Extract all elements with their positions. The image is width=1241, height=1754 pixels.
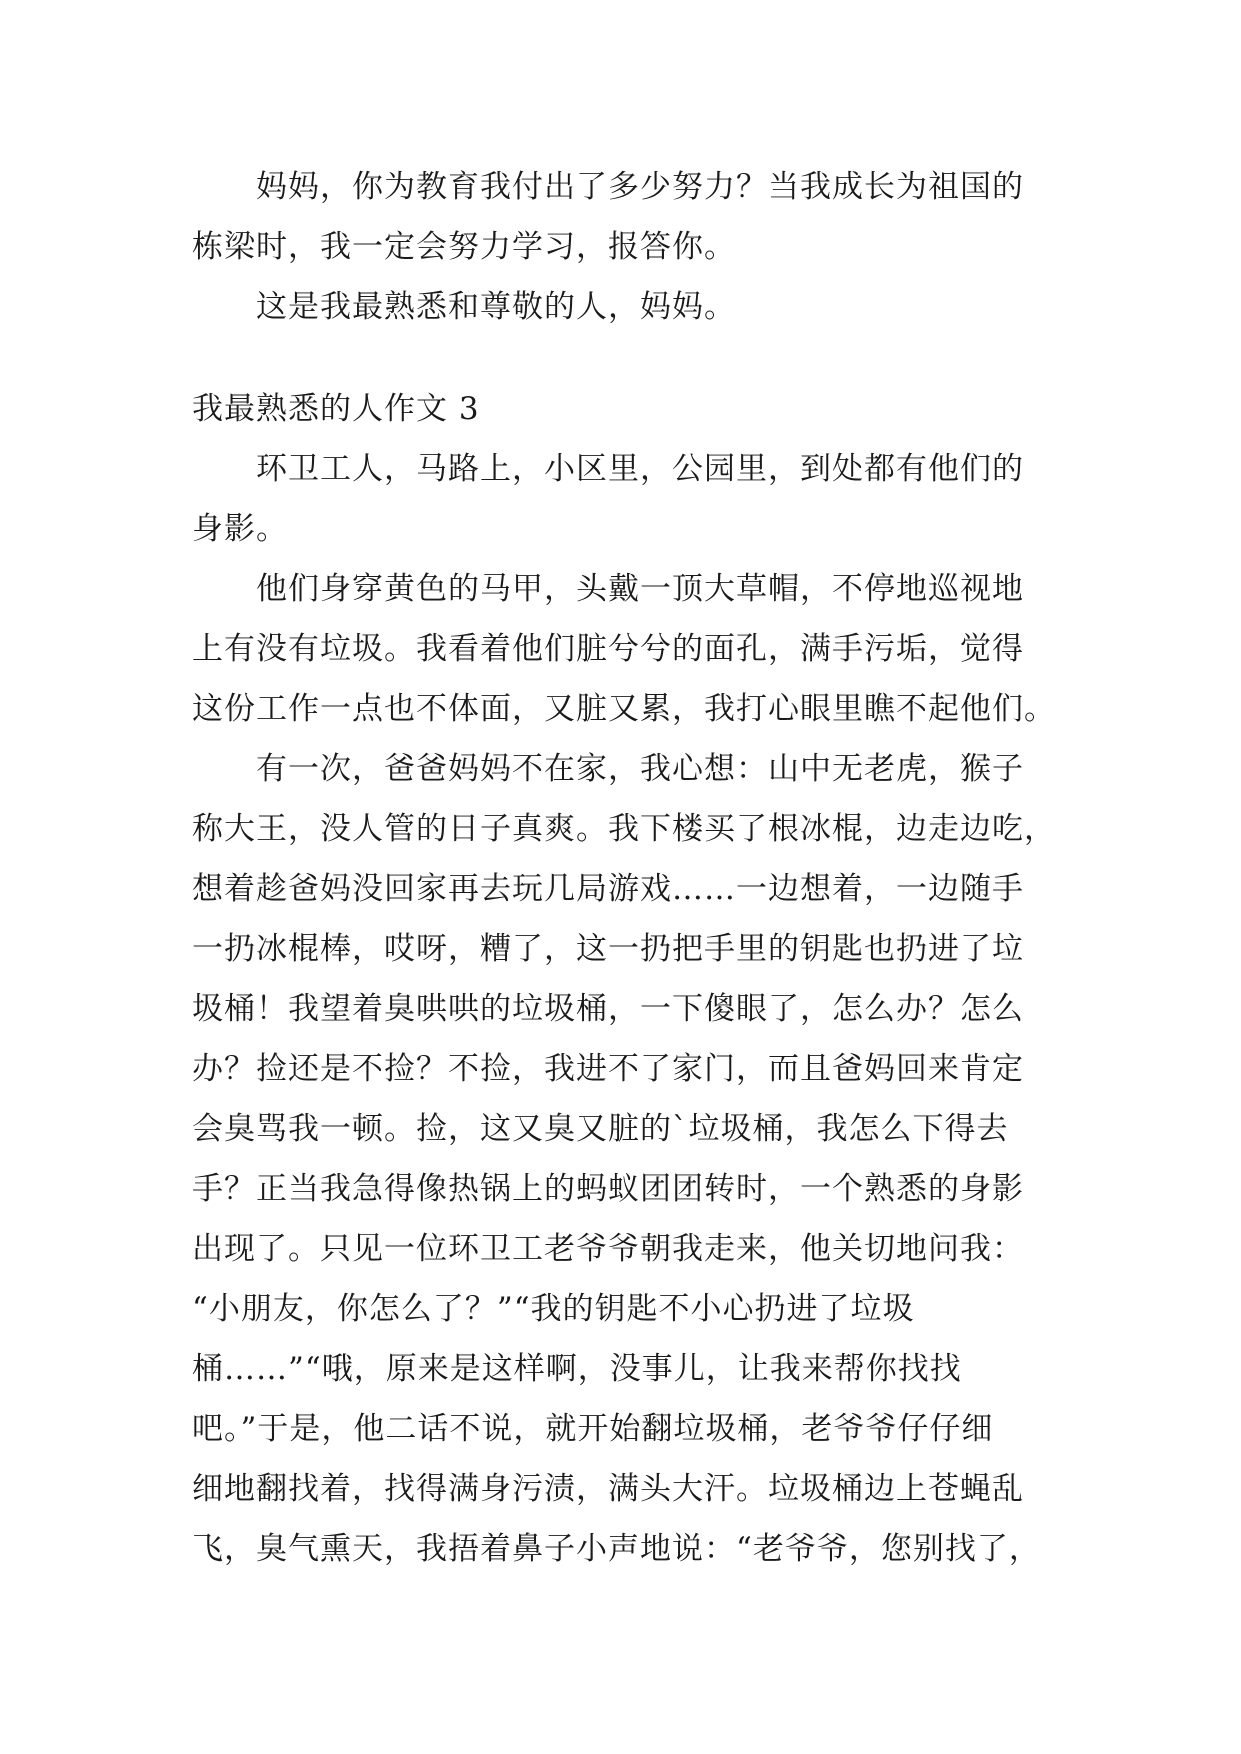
document-body — [192, 157, 1060, 1579]
paragraph-1 — [192, 157, 1060, 277]
paragraph-3 — [192, 439, 1060, 559]
paragraph-line: 他们身穿黄色的马甲，头戴一顶大草帽，不停地巡视地 — [256, 571, 1024, 607]
section-gap — [192, 337, 1060, 379]
paragraph-line: 称大王，没人管的日子真爽。我下楼买了根冰棍，边走边吃， — [192, 811, 1056, 847]
paragraph-line: 会臭骂我一顿。捡，这又臭又脏的`垃圾桶，我怎么下得去 — [192, 1111, 1009, 1147]
paragraph-line: 妈妈，你为教育我付出了多少努力？当我成长为祖国的 — [256, 169, 1024, 205]
paragraph-line: 想着趁爸妈没回家再去玩几局游戏……一边想着，一边随手 — [192, 871, 1024, 907]
paragraph-line: 这份工作一点也不体面，又脏又累，我打心眼里瞧不起他们。 — [192, 691, 1056, 727]
paragraph-line: 环卫工人，马路上，小区里，公园里，到处都有他们的 — [256, 451, 1024, 487]
section-heading: 我最熟悉的人作文 3 — [192, 391, 480, 427]
paragraph-2 — [192, 277, 1060, 337]
paragraph-line: 细地翻找着，找得满身污渍，满头大汗。垃圾桶边上苍蝇乱 — [192, 1471, 1024, 1507]
paragraph-line: 一扔冰棍棒，哎呀，糟了，这一扔把手里的钥匙也扔进了垃 — [192, 931, 1024, 967]
paragraph-line: 身影。 — [192, 511, 288, 547]
paragraph-line: 上有没有垃圾。我看着他们脏兮兮的面孔，满手污垢，觉得 — [192, 631, 1024, 667]
paragraph-line: 圾桶！我望着臭哄哄的垃圾桶，一下傻眼了，怎么办？怎么 — [192, 991, 1024, 1027]
paragraph-line: 吧。”于是，他二话不说，就开始翻垃圾桶，老爷爷仔仔细 — [192, 1411, 994, 1447]
paragraph-line: 栋梁时，我一定会努力学习，报答你。 — [192, 229, 736, 265]
paragraph-line: 手？正当我急得像热锅上的蚂蚁团团转时，一个熟悉的身影 — [192, 1171, 1024, 1207]
paragraph-line: 飞，臭气熏天，我捂着鼻子小声地说：“老爷爷，您别找了， — [192, 1531, 1041, 1567]
paragraph-line: 办？捡还是不捡？不捡，我进不了家门，而且爸妈回来肯定 — [192, 1051, 1024, 1087]
paragraph-line: 这是我最熟悉和尊敬的人，妈妈。 — [256, 289, 736, 325]
paragraph-line: 有一次，爸爸妈妈不在家，我心想：山中无老虎，猴子 — [256, 751, 1024, 787]
paragraph-4 — [192, 559, 1060, 739]
paragraph-line: “小朋友，你怎么了？”“我的钥匙不小心扔进了垃圾 — [192, 1291, 915, 1327]
paragraph-line: 出现了。只见一位环卫工老爷爷朝我走来，他关切地问我： — [192, 1231, 1024, 1267]
paragraph-5 — [192, 739, 1060, 1579]
paragraph-line: 桶……”“哦，原来是这样啊，没事儿，让我来帮你找找 — [192, 1351, 962, 1387]
